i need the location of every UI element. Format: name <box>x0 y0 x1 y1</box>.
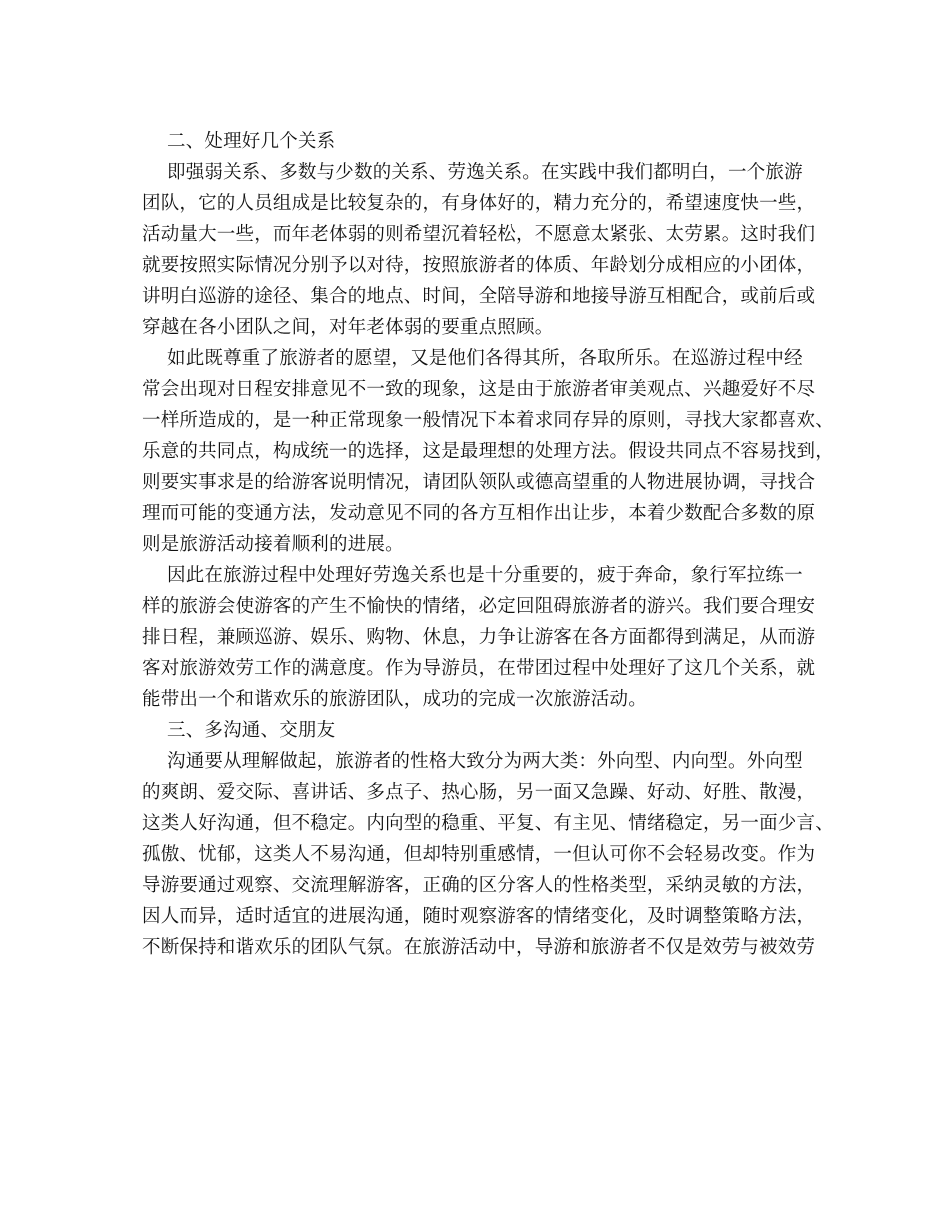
text-line: 沟通要从理解做起，旅游者的性格大致分为两大类：外向型、内向型。外向型 <box>167 751 803 772</box>
text-line: 这类人好沟通，但不稳定。内向型的稳重、平复、有主见、情绪稳定，另一面少言、 <box>142 813 834 834</box>
text-line: 一样所造成的，是一种正常现象一般情况下本着求同存异的原则，寻找大家都喜欢、 <box>142 410 834 431</box>
text-line: 常会出现对日程安排意见不一致的现象，这是由于旅游者审美观点、兴趣爱好不尽 <box>142 379 816 400</box>
text-line: 则要实事求是的给游客说明情况，请团队领队或德高望重的人物进展协调，寻找合 <box>142 472 816 493</box>
text-line: 理而可能的变通方法，发动意见不同的各方互相作出让步，本着少数配合多数的原 <box>142 503 816 524</box>
text-line: 团队，它的人员组成是比较复杂的，有身体好的，精力充分的，希望速度快一些， <box>142 193 816 214</box>
text-line: 就要按照实际情况分别予以对待，按照旅游者的体质、年龄划分成相应的小团体， <box>142 255 816 276</box>
text-line: 乐意的共同点，构成统一的选择，这是最理想的处理方法。假设共同点不容易找到， <box>142 441 834 462</box>
document-body <box>142 126 834 963</box>
text-line: 活动量大一些，而年老体弱的则希望沉着轻松，不愿意太紧张、太劳累。这时我们 <box>142 224 816 245</box>
text-line: 的爽朗、爱交际、喜讲话、多点子、热心肠，另一面又急躁、好动、好胜、散漫， <box>142 782 816 803</box>
text-line: 如此既尊重了旅游者的愿望，又是他们各得其所，各取所乐。在巡游过程中经 <box>167 348 803 369</box>
text-line: 穿越在各小团队之间，对年老体弱的要重点照顾。 <box>142 317 554 338</box>
text-line: 因此在旅游过程中处理好劳逸关系也是十分重要的，疲于奔命，象行军拉练一 <box>167 565 803 586</box>
text-line: 样的旅游会使游客的产生不愉快的情绪，必定回阻碍旅游者的游兴。我们要合理安 <box>142 596 816 617</box>
text-line: 因人而异，适时适宜的进展沟通，随时观察游客的情绪变化，及时调整策略方法， <box>142 906 816 927</box>
text-line: 导游要通过观察、交流理解游客，正确的区分客人的性格类型，采纳灵敏的方法， <box>142 875 816 896</box>
text-line: 三、多沟通、交朋友 <box>167 720 336 741</box>
text-line: 孤傲、忧郁，这类人不易沟通，但却特别重感情，一但认可你不会轻易改变。作为 <box>142 844 816 865</box>
text-line: 能带出一个和谐欢乐的旅游团队，成功的完成一次旅游活动。 <box>142 689 647 710</box>
text-line: 即强弱关系、多数与少数的关系、劳逸关系。在实践中我们都明白，一个旅游 <box>167 162 803 183</box>
text-line: 客对旅游效劳工作的满意度。作为导游员，在带团过程中处理好了这几个关系，就 <box>142 658 816 679</box>
text-line: 排日程，兼顾巡游、娱乐、购物、休息，力争让游客在各方面都得到满足，从而游 <box>142 627 816 648</box>
text-line: 二、处理好几个关系 <box>167 131 336 152</box>
text-line: 则是旅游活动接着顺利的进展。 <box>142 534 404 555</box>
text-line: 讲明白巡游的途径、集合的地点、时间，全陪导游和地接导游互相配合，或前后或 <box>142 286 816 307</box>
text-line: 不断保持和谐欢乐的团队气氛。在旅游活动中，导游和旅游者不仅是效劳与被效劳 <box>142 937 816 958</box>
